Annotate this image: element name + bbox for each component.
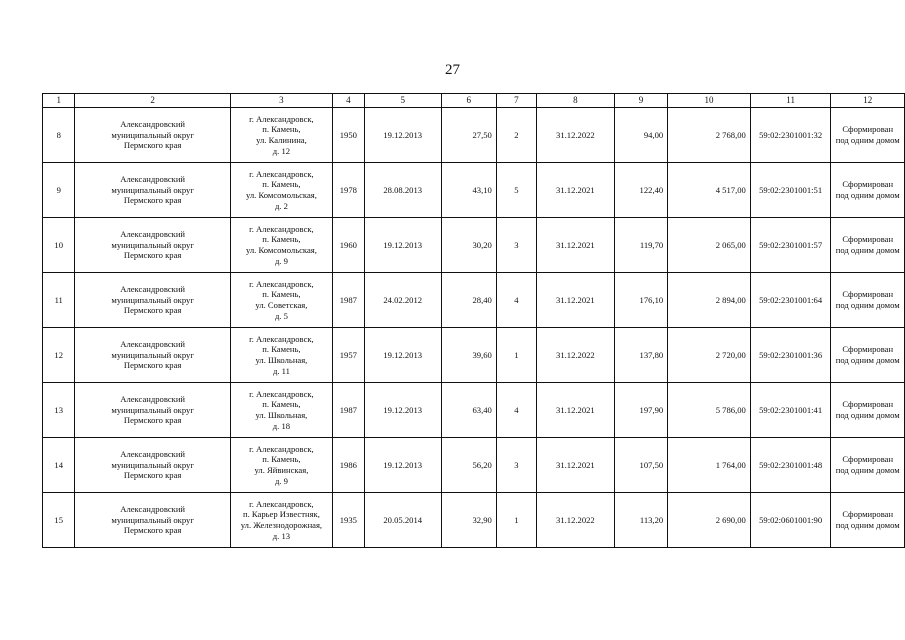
count-cell: 4 [496,383,536,438]
count-cell: 2 [496,108,536,163]
text-line: под одним домом [835,355,900,365]
count-cell: 1 [496,328,536,383]
status-cell [831,163,905,218]
value2-cell: 5 786,00 [668,383,751,438]
municipality-cell [75,218,230,273]
text-line: д. 12 [272,145,291,156]
value1-cell: 107,50 [614,438,667,493]
value1-cell: 119,70 [614,218,667,273]
text-line: г. Александровск, [249,223,314,234]
column-header: 4 [333,94,365,108]
text-line: д. 18 [272,420,291,431]
text-line: д. 9 [274,255,288,266]
text-line: г. Александровск, [249,113,314,124]
municipality-cell [75,438,230,493]
text-line: Сформирован [842,289,894,300]
cadastral-number-cell: 59:02:2301001:32 [750,108,831,163]
text-line: Александровский [120,118,186,129]
cadastral-number-cell: 59:02:2301001:64 [750,273,831,328]
year-cell: 1957 [333,328,365,383]
text-line: д. 13 [272,530,291,541]
status-cell [831,438,905,493]
value1-cell: 94,00 [614,108,667,163]
municipality-cell [75,163,230,218]
year-cell: 1960 [333,218,365,273]
value1-cell: 176,10 [614,273,667,328]
address-cell [230,383,332,438]
area-cell: 30,20 [441,218,496,273]
column-header: 1 [43,94,75,108]
address-cell [230,108,332,163]
text-line: г. Александровск, [249,443,314,454]
text-line: г. Александровск, [249,498,314,509]
column-header: 6 [441,94,496,108]
table-row [43,218,905,273]
text-line: муниципальный округ [111,294,194,305]
text-line: п. Камень, [262,179,301,190]
date2-cell: 31.12.2021 [536,273,614,328]
address-cell [230,218,332,273]
text-line: г. Александровск, [249,333,314,344]
value2-cell: 2 768,00 [668,108,751,163]
count-cell: 5 [496,163,536,218]
column-header: 7 [496,94,536,108]
table-row [43,438,905,493]
value1-cell: 137,80 [614,328,667,383]
address-cell [230,493,332,548]
value1-cell: 122,40 [614,163,667,218]
date2-cell: 31.12.2021 [536,218,614,273]
address-cell [230,328,332,383]
text-line: д. 2 [274,200,288,211]
text-line: муниципальный округ [111,459,194,470]
column-header: 8 [536,94,614,108]
row-number: 8 [43,108,75,163]
date2-cell: 31.12.2021 [536,438,614,493]
column-header: 11 [750,94,831,108]
text-line: д. 11 [272,365,290,376]
date-cell: 19.12.2013 [364,108,441,163]
table-row [43,493,905,548]
status-cell [831,328,905,383]
row-number: 10 [43,218,75,273]
text-line: муниципальный округ [111,184,194,195]
cadastral-number-cell: 59:02:2301001:41 [750,383,831,438]
row-number: 14 [43,438,75,493]
row-number: 15 [43,493,75,548]
cadastral-number-cell: 59:02:2301001:57 [750,218,831,273]
area-cell: 43,10 [441,163,496,218]
municipality-cell [75,108,230,163]
municipality-cell [75,493,230,548]
text-line: муниципальный округ [111,349,194,360]
date-cell: 19.12.2013 [364,438,441,493]
text-line: под одним домом [835,135,900,145]
status-cell [831,108,905,163]
status-cell [831,493,905,548]
text-line: под одним домом [835,300,900,310]
text-line: Александровский [120,173,186,184]
text-line: ул. Железнодорожная, [240,520,323,530]
year-cell: 1986 [333,438,365,493]
column-header: 12 [831,94,905,108]
text-line: п. Камень, [262,234,301,245]
text-line: г. Александровск, [249,278,314,289]
text-line: п. Камень, [262,124,301,135]
text-line: Пермского края [123,470,182,481]
text-line: Пермского края [123,250,182,261]
cadastral-number-cell: 59:02:2301001:36 [750,328,831,383]
date-cell: 20.05.2014 [364,493,441,548]
status-cell [831,273,905,328]
area-cell: 39,60 [441,328,496,383]
text-line: Пермского края [123,415,182,426]
registry-table [42,93,905,548]
date2-cell: 31.12.2022 [536,108,614,163]
address-cell [230,163,332,218]
address-cell [230,438,332,493]
text-line: п. Камень, [262,454,301,465]
text-line: п. Камень, [262,289,301,300]
text-line: Александровский [120,338,186,349]
text-line: Пермского края [123,525,182,536]
area-cell: 56,20 [441,438,496,493]
text-line: п. Камень, [262,344,301,355]
date-cell: 28.08.2013 [364,163,441,218]
value2-cell: 2 720,00 [668,328,751,383]
column-header: 9 [614,94,667,108]
text-line: д. 9 [274,475,288,486]
row-number: 11 [43,273,75,328]
text-line: Сформирован [842,179,894,190]
text-line: муниципальный округ [111,514,194,525]
year-cell: 1987 [333,383,365,438]
year-cell: 1987 [333,273,365,328]
value2-cell: 1 764,00 [668,438,751,493]
date-cell: 24.02.2012 [364,273,441,328]
text-line: ул. Школьная, [255,355,308,365]
table-row [43,273,905,328]
text-line: ул. Калинина, [256,135,307,145]
column-header: 5 [364,94,441,108]
text-line: Сформирован [842,344,894,355]
column-header: 2 [75,94,230,108]
text-line: Александровский [120,448,186,459]
date2-cell: 31.12.2022 [536,493,614,548]
value2-cell: 2 690,00 [668,493,751,548]
text-line: д. 5 [274,310,288,321]
text-line: ул. Комсомольская, [245,245,317,255]
text-line: Александровский [120,283,186,294]
text-line: под одним домом [835,410,900,420]
count-cell: 3 [496,438,536,493]
date-cell: 19.12.2013 [364,218,441,273]
text-line: ул. Школьная, [255,410,308,420]
date2-cell: 31.12.2021 [536,163,614,218]
text-line: Сформирован [842,124,894,135]
text-line: муниципальный округ [111,129,194,140]
area-cell: 27,50 [441,108,496,163]
value1-cell: 197,90 [614,383,667,438]
text-line: Сформирован [842,509,894,520]
text-line: п. Карьер Известняк, [242,509,320,520]
table-row [43,328,905,383]
text-line: ул. Советская, [255,300,308,310]
count-cell: 4 [496,273,536,328]
text-line: под одним домом [835,465,900,475]
value2-cell: 2 065,00 [668,218,751,273]
area-cell: 28,40 [441,273,496,328]
value2-cell: 4 517,00 [668,163,751,218]
text-line: Сформирован [842,454,894,465]
column-number-row [43,94,905,108]
date-cell: 19.12.2013 [364,328,441,383]
date-cell: 19.12.2013 [364,383,441,438]
status-cell [831,383,905,438]
text-line: п. Камень, [262,399,301,410]
date2-cell: 31.12.2021 [536,383,614,438]
table-row [43,108,905,163]
cadastral-number-cell: 59:02:2301001:51 [750,163,831,218]
text-line: ул. Комсомольская, [245,190,317,200]
address-cell [230,273,332,328]
year-cell: 1935 [333,493,365,548]
table-row [43,383,905,438]
cadastral-number-cell: 59:02:2301001:48 [750,438,831,493]
column-header: 10 [668,94,751,108]
text-line: Александровский [120,393,186,404]
date2-cell: 31.12.2022 [536,328,614,383]
page-number: 27 [445,62,460,78]
column-header: 3 [230,94,332,108]
count-cell: 3 [496,218,536,273]
area-cell: 63,40 [441,383,496,438]
text-line: Сформирован [842,399,894,410]
text-line: Пермского края [123,140,182,151]
municipality-cell [75,383,230,438]
text-line: муниципальный округ [111,404,194,415]
value1-cell: 113,20 [614,493,667,548]
text-line: г. Александровск, [249,168,314,179]
cadastral-number-cell: 59:02:0601001:90 [750,493,831,548]
municipality-cell [75,328,230,383]
text-line: под одним домом [835,190,900,200]
row-number: 9 [43,163,75,218]
text-line: ул. Яйвинская, [254,465,309,475]
year-cell: 1950 [333,108,365,163]
year-cell: 1978 [333,163,365,218]
value2-cell: 2 894,00 [668,273,751,328]
text-line: Александровский [120,503,186,514]
text-line: Пермского края [123,195,182,206]
text-line: Пермского края [123,360,182,371]
row-number: 13 [43,383,75,438]
text-line: муниципальный округ [111,239,194,250]
table-row [43,163,905,218]
count-cell: 1 [496,493,536,548]
text-line: под одним домом [835,520,900,530]
text-line: г. Александровск, [249,388,314,399]
row-number: 12 [43,328,75,383]
text-line: Сформирован [842,234,894,245]
text-line: под одним домом [835,245,900,255]
area-cell: 32,90 [441,493,496,548]
status-cell [831,218,905,273]
municipality-cell [75,273,230,328]
text-line: Александровский [120,228,186,239]
text-line: Пермского края [123,305,182,316]
